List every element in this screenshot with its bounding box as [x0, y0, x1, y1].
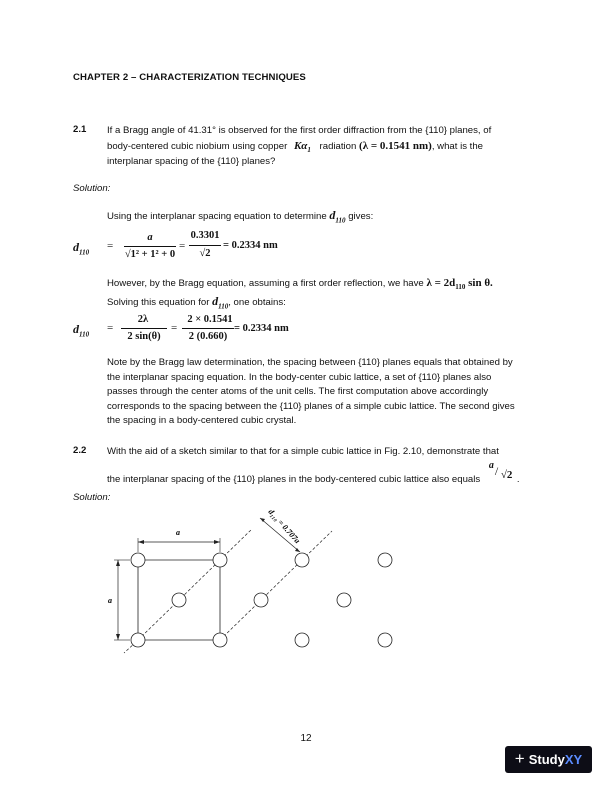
corner-atom: [378, 553, 392, 567]
d110-symbol: $d_{110}$: [329, 208, 346, 225]
chapter-heading: CHAPTER 2 – CHARACTERIZATION TECHNIQUES: [73, 72, 306, 83]
corner-atom: [213, 553, 227, 567]
problem-line: interplanar spacing of the {110} planes?: [107, 156, 276, 168]
bragg-text: However, by the Bragg equation, assuming a first order reflection, we have $\lambda = 2d_{110}$ sin θ. Solving this equation for $d_{110}$, one obtains:: [107, 277, 493, 311]
page-number: 12: [300, 733, 312, 744]
center-atom: [337, 593, 351, 607]
note-paragraph: Note by the Bragg law determination, the spacing between {110} planes equals that obtained by the interplanar spacing equation. In the body-center cubic lattice, a set of {110} planes also passes through the center atoms of the unit cells. The first computation above accordingly corresponds to the spacing between the {110} planes of a simple cubic lattice. The second gives the spacing in a body-centered cubic crystal.: [107, 357, 515, 427]
problem-number: 2.2: [73, 445, 87, 456]
solution-intro: Using the interplanar spacing equation to determine $d_{110}$ gives:: [107, 208, 374, 225]
label-a-top: a: [176, 528, 180, 537]
problem-text: [107, 124, 547, 169]
corner-atom: [295, 633, 309, 647]
center-atom: [254, 593, 268, 607]
solution-label: Solution:: [73, 183, 111, 194]
studyxy-logo: + Study XY: [505, 746, 592, 773]
problem-text: With the aid of a sketch similar to that for a simple cubic lattice in Fig. 2.10, demonstrate that the interplanar spacing of the {110} planes in the body-centered cubic lattice also equals a / √2 .: [107, 446, 520, 486]
bcc-110-plane-diagram: [100, 500, 420, 660]
a-over-root2: a / √2: [488, 460, 513, 482]
corner-atom: [131, 553, 145, 567]
corner-atom: [131, 633, 145, 647]
corner-atom: [295, 553, 309, 567]
problem-line: If a Bragg angle of 41.31° is observed for the first order diffraction from the {110} planes, of: [107, 125, 492, 136]
lambda-expression: (λ = 0.1541 nm): [359, 140, 432, 153]
label-a-left: a: [108, 596, 112, 605]
ka1-symbol: $K\alpha_1$: [293, 140, 311, 155]
problem-number: 2.1: [73, 124, 87, 135]
problem-line: body-centered cubic niobium using copper $K\alpha_1$ radiation (λ = 0.1541 nm), what is the: [107, 140, 484, 155]
corner-atom: [378, 633, 392, 647]
bragg-expression: $\lambda = 2d_{110}$ sin θ.: [426, 277, 493, 292]
plus-icon: +: [514, 748, 525, 768]
center-atom: [172, 593, 186, 607]
label-d110-spacing: d₁₁₀ = 0.707a: [266, 507, 302, 546]
solution-label: Solution:: [73, 492, 111, 503]
corner-atom: [213, 633, 227, 647]
